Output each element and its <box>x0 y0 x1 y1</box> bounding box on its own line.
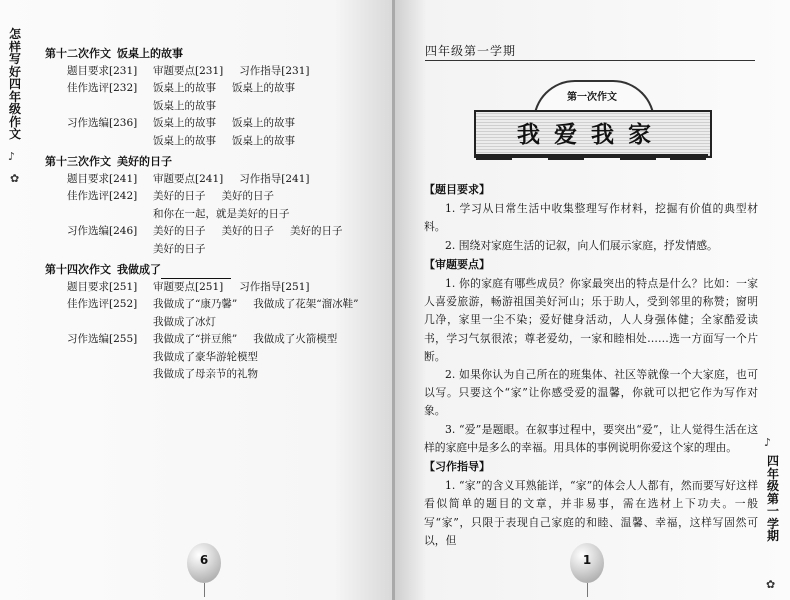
toc-row <box>45 115 375 150</box>
body-paragraph: 1. 学习从日常生活中收集整理写作材料，挖掘有价值的典型材料。 <box>424 202 758 234</box>
toc-row-items <box>153 331 375 384</box>
banner-leg <box>548 154 584 160</box>
right-side-tab <box>762 455 784 543</box>
toc-row-label: 题目要求[231] <box>67 64 138 77</box>
toc-row-label: 佳作选评[232] <box>67 82 138 94</box>
balloon-string <box>587 583 588 597</box>
block-heading: 【审题要点】 <box>424 257 490 271</box>
toc-entry: 我做成了花架“溜冰鞋” <box>253 298 359 310</box>
toc-row-label: 习作选编[246] <box>67 225 138 237</box>
page-number-left: 6 <box>199 553 209 567</box>
body-paragraph: 3. “爱”是题眼。在叙事过程中，要突出“爱”，让人觉得生活在这样的家庭中是多么的幸福。用具体的事例说明你爱这个家的理由。 <box>424 422 758 454</box>
side-tab-char: 年 <box>766 466 779 481</box>
toc-entry: 我做成了母亲节的礼物 <box>153 368 258 380</box>
toc-entry: 美好的日子 <box>290 225 343 237</box>
toc-row-label: 佳作选评[252] <box>67 298 138 310</box>
section-number: 第十四次作文 <box>45 263 111 276</box>
toc-entry: 饭桌上的故事 <box>232 117 295 129</box>
toc-row <box>45 223 375 258</box>
table-of-contents <box>45 42 375 384</box>
toc-entry: 我做成了“康乃馨” <box>153 298 238 310</box>
side-tab-char: 年 <box>8 89 21 104</box>
lesson-content <box>424 180 758 550</box>
toc-entry: 审题要点[251] <box>153 280 224 293</box>
toc-entry: 饭桌上的故事 <box>153 117 216 129</box>
fill-in-blank <box>161 267 231 279</box>
body-paragraph: 1. “家”的含义耳熟能详，“家”的体会人人都有，然而要写好这样看似简单的题目的文章，并非易事，需在选材上下功夫。一般写“家”，只限于表现自己家庭的和睦、温馨、幸福，这样写固然可以，但 <box>424 479 758 547</box>
left-page <box>0 0 393 600</box>
body-paragraph: 1. 你的家庭有哪些成员？你家最突出的特点是什么？比如：一家人喜爱旅游，畅游祖国美好河山；乐于助人，受到邻里的称赞；窗明几净，家里一尘不染；爱好健身活动，人人身强体健；全家酷爱读书，学习气氛很浓；尊老爱幼，一家和睦相处……选一方面写一个片断。 <box>424 277 758 363</box>
side-tab-char: 级 <box>766 479 779 493</box>
toc-row-items <box>153 63 325 81</box>
toc-row <box>45 63 375 81</box>
toc-row <box>45 80 375 115</box>
side-tab-char: 写 <box>8 52 21 66</box>
toc-row-items <box>153 80 375 115</box>
toc-row <box>45 279 375 297</box>
toc-row <box>45 331 375 384</box>
section-title: 美好的日子 <box>117 155 172 168</box>
toc-row-label: 题目要求[241] <box>67 172 138 185</box>
toc-row <box>45 171 375 189</box>
toc-entry: 饭桌上的故事 <box>232 134 295 147</box>
toc-entry: 和你在一起，就是美好的日子 <box>153 207 290 220</box>
toc-entry: 我做成了豪华游轮模型 <box>153 350 258 363</box>
body-paragraph: 2. 围绕对家庭生活的记叙，向人们展示家庭，抒发情感。 <box>445 238 718 252</box>
body-paragraph: 2. 如果你认为自己所在的班集体、社区等就像一个大家庭，也可以写。只要这个“家”让你感受爱的温馨，你就可以把它作为写作对象。 <box>424 368 758 418</box>
toc-row-label: 习作选编[255] <box>67 333 138 345</box>
toc-entry: 美好的日子 <box>153 242 206 255</box>
toc-section-heading <box>45 153 375 171</box>
banner-leg <box>670 154 706 160</box>
side-tab-char: 四 <box>8 77 21 91</box>
music-note-icon: ♪ <box>764 436 772 449</box>
toc-entry: 美好的日子 <box>221 225 274 237</box>
toc-entry: 饭桌上的故事 <box>153 82 216 94</box>
term-header: 四年级第一学期 <box>425 44 517 58</box>
banner-leg <box>476 154 512 160</box>
toc-entry: 我做成了“拼豆熊” <box>153 333 238 345</box>
toc-row-items <box>153 296 375 331</box>
page-number-right: 1 <box>582 553 592 567</box>
toc-row <box>45 188 375 223</box>
section-title: 饭桌上的故事 <box>117 47 183 60</box>
balloon-icon <box>187 543 221 583</box>
toc-row-items <box>153 279 325 297</box>
balloon-icon <box>570 543 604 583</box>
toc-section-heading <box>45 45 375 63</box>
balloon-string <box>204 583 205 597</box>
toc-entry: 饭桌上的故事 <box>153 134 216 147</box>
side-tab-char: 文 <box>8 127 21 141</box>
flower-icon: ✿ <box>10 172 20 185</box>
toc-row <box>45 296 375 331</box>
toc-row-label: 佳作选评[242] <box>67 190 138 202</box>
toc-entry: 习作指导[241] <box>239 172 310 185</box>
toc-section-heading <box>45 261 375 279</box>
toc-entry: 美好的日子 <box>153 225 206 237</box>
music-note-icon: ♪ <box>8 150 16 163</box>
toc-row-label: 题目要求[251] <box>67 280 138 293</box>
left-side-tab <box>4 28 26 141</box>
side-tab-char: 作 <box>8 114 21 129</box>
lesson-label: 第一次作文 <box>567 92 617 103</box>
side-tab-char: 好 <box>8 64 21 79</box>
side-tab-char: 怎 <box>8 27 21 41</box>
side-tab-char: 级 <box>8 102 21 116</box>
block-heading: 【习作指导】 <box>424 460 490 474</box>
section-title: 我做成了 <box>117 263 161 276</box>
toc-entry: 美好的日子 <box>153 190 206 202</box>
toc-entry: 审题要点[231] <box>153 64 224 77</box>
side-tab-char: 第 <box>766 491 779 506</box>
toc-entry: 美好的日子 <box>221 190 274 202</box>
toc-entry: 习作指导[251] <box>239 280 310 293</box>
toc-row-items <box>153 223 375 258</box>
toc-entry: 习作指导[231] <box>239 64 310 77</box>
toc-row-label: 习作选编[236] <box>67 117 138 129</box>
header-rule <box>425 60 755 61</box>
block-heading: 【题目要求】 <box>424 183 490 196</box>
flower-icon: ✿ <box>766 578 776 591</box>
section-number: 第十二次作文 <box>45 47 111 60</box>
toc-entry: 饭桌上的故事 <box>153 99 216 112</box>
side-tab-char: 期 <box>766 529 779 543</box>
section-number: 第十三次作文 <box>45 155 111 168</box>
toc-entry: 审题要点[241] <box>153 172 224 185</box>
toc-entry: 饭桌上的故事 <box>232 82 295 94</box>
side-tab-char: 学 <box>766 516 779 531</box>
side-tab-char: 一 <box>766 504 779 518</box>
banner-leg <box>620 154 656 160</box>
toc-row-items <box>153 115 375 150</box>
toc-row-items <box>153 188 375 223</box>
toc-entry: 我做成了火箭模型 <box>253 333 338 345</box>
side-tab-char: 四 <box>766 454 779 468</box>
lesson-title: 我爱我家 <box>517 121 665 148</box>
toc-entry: 我做成了冰灯 <box>153 315 216 328</box>
side-tab-char: 样 <box>8 39 21 54</box>
toc-row-items <box>153 171 325 189</box>
